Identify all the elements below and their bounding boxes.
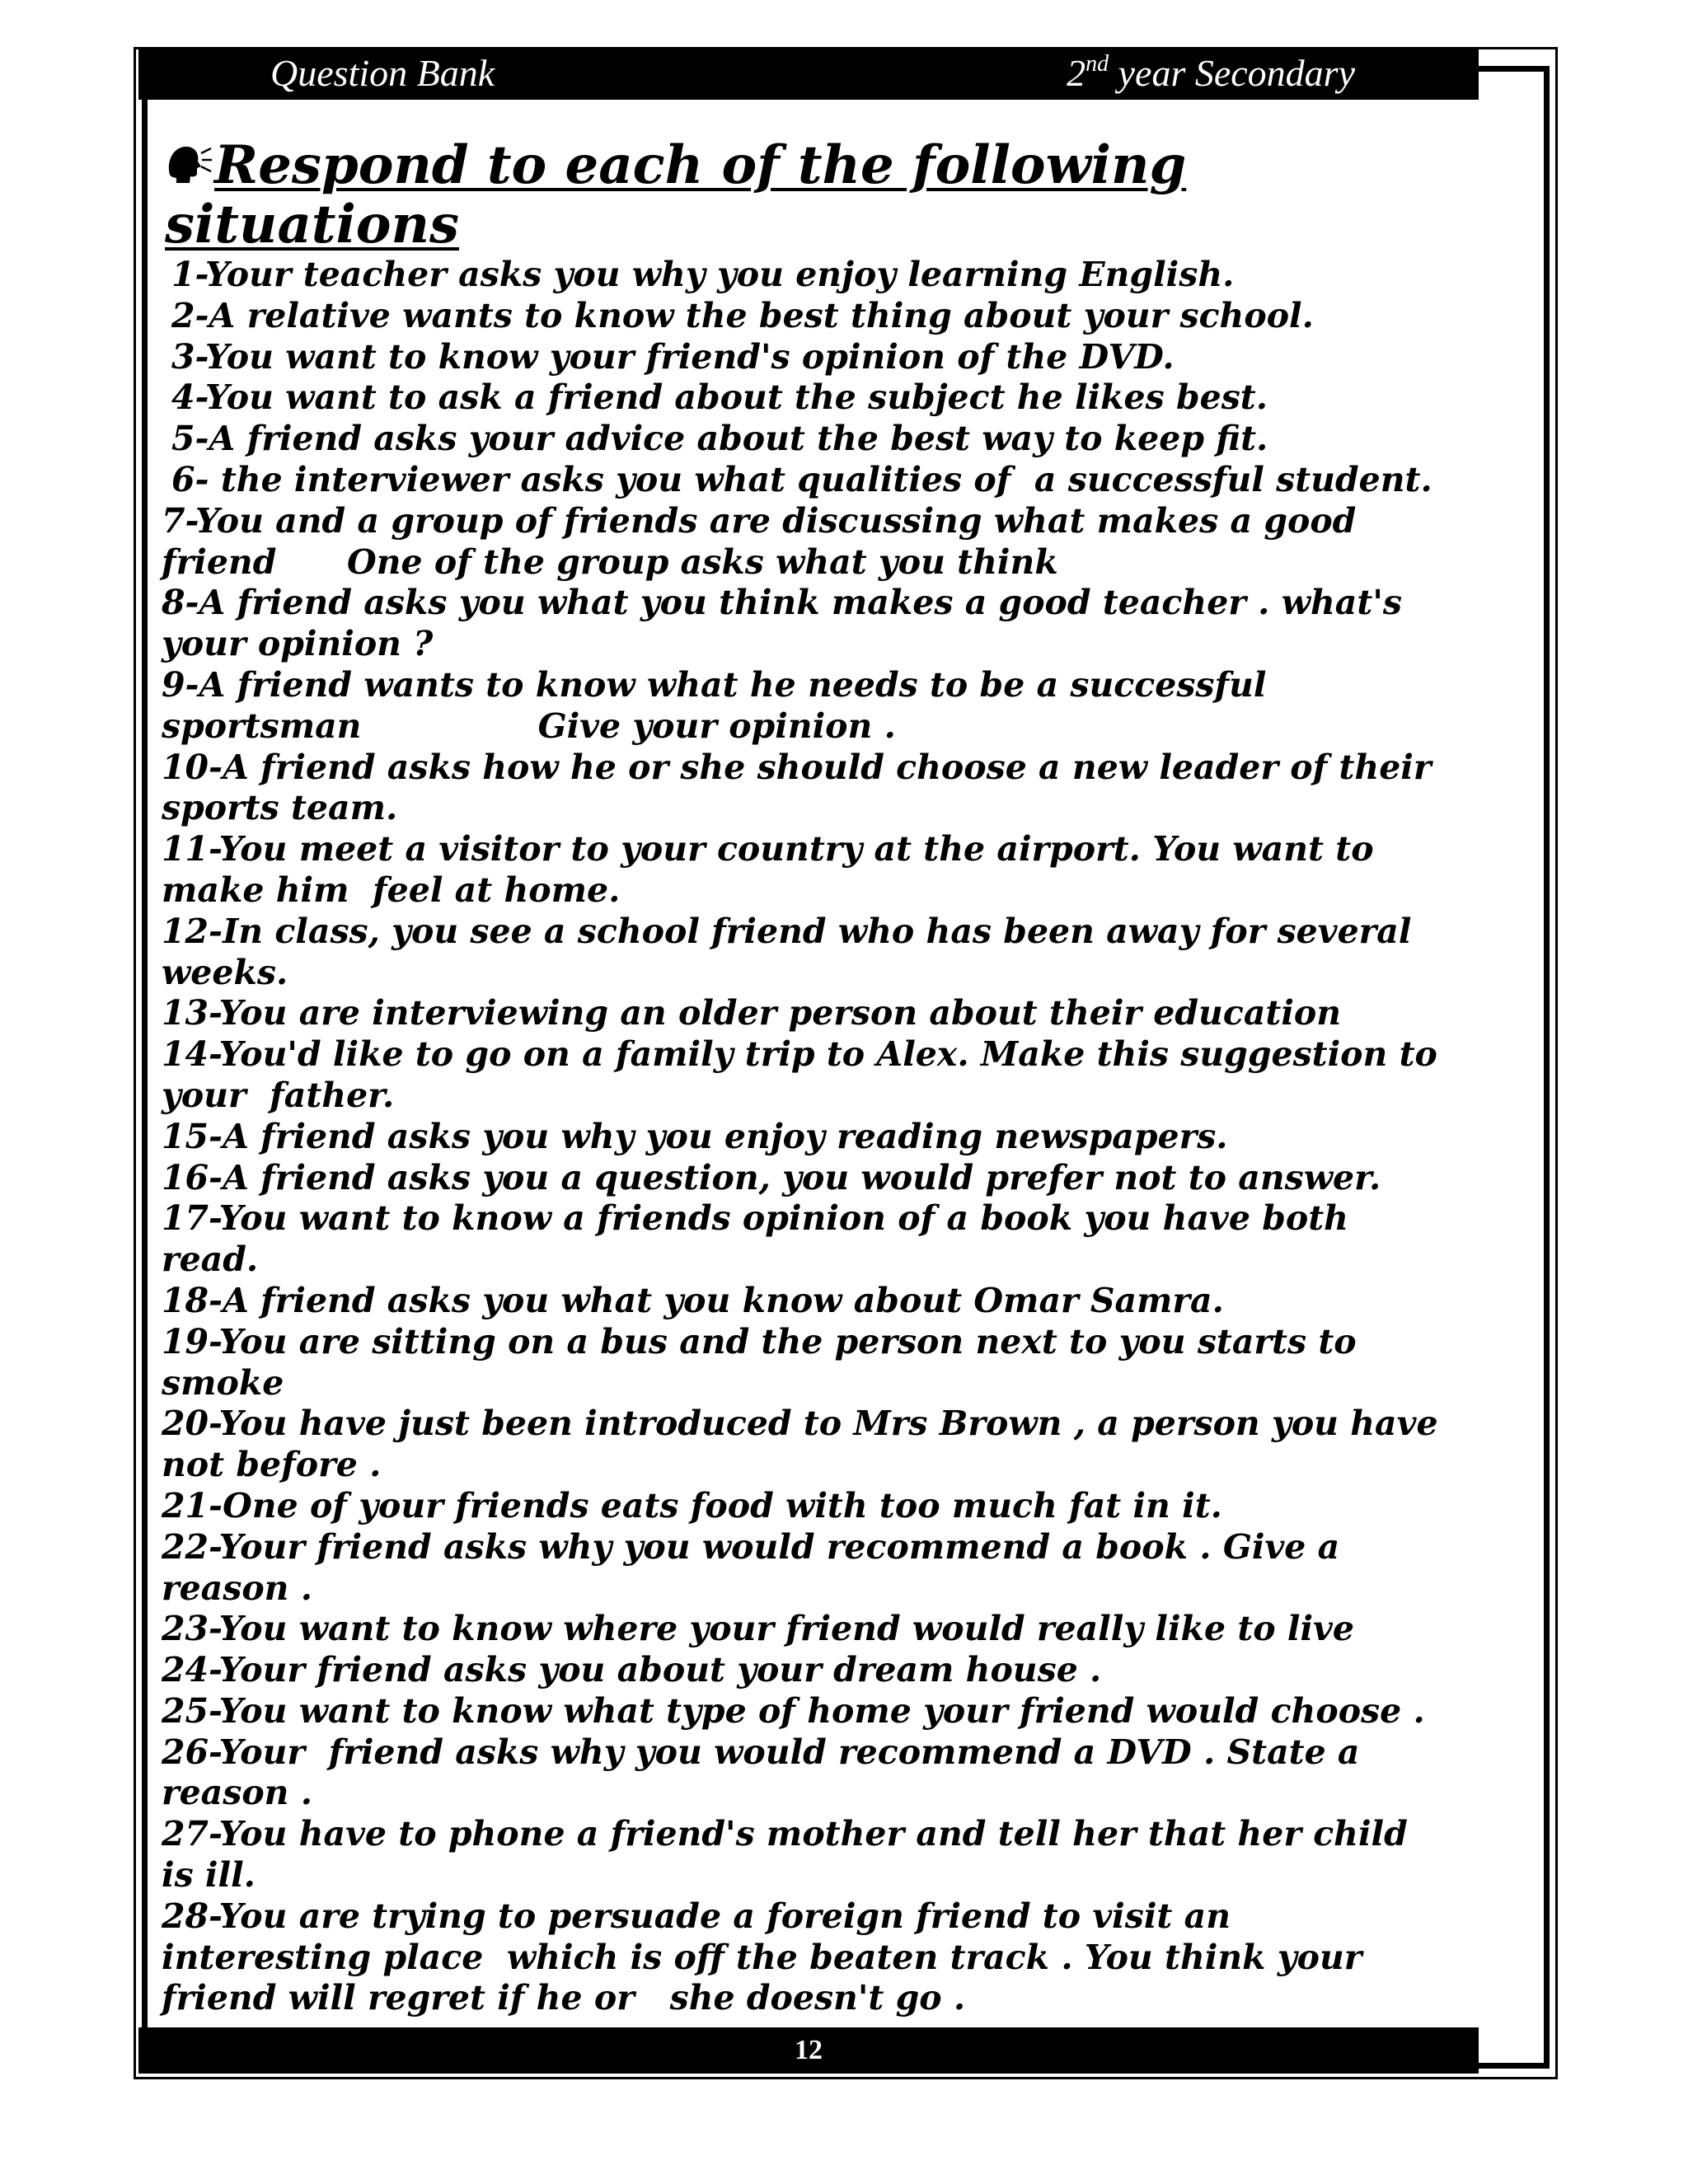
section-title: Respond to each of the following situations — [165, 134, 1187, 255]
list-item: 1-Your teacher asks you why you enjoy learning English. — [171, 255, 1235, 294]
list-item: 17-You want to know a friends opinion of a book you have both read. — [162, 1198, 1361, 1280]
header-grade-suffix: nd — [1085, 51, 1109, 77]
list-item: 7-You and a group of friends are discussing what makes a good friend One of the group asks what you think — [162, 500, 1368, 582]
list-item: 25-You want to know what type of home your friend would choose . — [162, 1690, 1425, 1731]
list-item: 19-You are sitting on a bus and the person next to you starts to smoke — [162, 1321, 1368, 1403]
list-item: 16-A friend asks you a question, you would prefer not to answer. — [162, 1157, 1381, 1197]
list-item: 15-A friend asks you why you enjoy reading newspapers. — [162, 1116, 1228, 1156]
list-item: 24-Your friend asks you about your dream house . — [162, 1650, 1102, 1690]
header-grade-number: 2 — [1067, 52, 1086, 94]
list-item: 22-Your friend asks why you would recommend a book . Give a reason . — [162, 1526, 1352, 1608]
list-item: 11-You meet a visitor to your country at the airport. You want to make him feel at home. — [162, 829, 1386, 910]
list-item: 23-You want to know where your friend would really like to live — [162, 1609, 1354, 1649]
list-item: 6- the interviewer asks you what qualities of a successful student. — [171, 459, 1432, 499]
list-item: 13-You are interviewing an older person about their education — [162, 993, 1342, 1033]
list-item: 21-One of your friends eats food with too much fat in it. — [162, 1485, 1222, 1526]
list-item: 28-You are trying to persuade a foreign friend to visit an interesting place which is off the beaten track . You think your friend will regret if he or she doesn't go . — [162, 1896, 1374, 2018]
page-number: 12 — [795, 2035, 823, 2065]
list-item: 12-In class, you see a school friend who has been away for several weeks. — [162, 911, 1423, 992]
list-item: 9-A friend wants to know what he needs to be a successful sportsman Give your opinion . — [162, 664, 1278, 746]
list-item: 26-Your friend asks why you would recommend a DVD . State a reason . — [162, 1732, 1372, 1813]
list-item: 5-A friend asks your advice about the best way to keep fit. — [171, 419, 1268, 459]
situations-list — [162, 255, 1450, 2019]
list-item: 4-You want to ask a friend about the subject he likes best. — [171, 377, 1268, 418]
list-item: 14-You'd like to go on a family trip to Alex. Make this suggestion to your father. — [162, 1034, 1450, 1115]
header-title: Question Bank — [270, 52, 495, 94]
list-item: 3-You want to know your friend's opinion of the DVD. — [171, 336, 1175, 377]
list-item: 2-A relative wants to know the best thing about your school. — [171, 295, 1314, 335]
header-bar — [138, 47, 1479, 100]
header-grade — [1067, 50, 1355, 96]
speaking-head-icon — [165, 141, 213, 187]
section-heading — [165, 136, 1451, 255]
header-grade-text: year Secondary — [1109, 52, 1355, 94]
list-item: 18-A friend asks you what you know about Omar Samra. — [162, 1280, 1224, 1320]
footer-bar — [138, 2027, 1479, 2074]
list-item: 27-You have to phone a friend's mother and tell her that her child is ill. — [162, 1814, 1420, 1896]
list-item: 8-A friend asks you what you think makes a good teacher . what's your opinion ? — [162, 583, 1414, 664]
list-item: 10-A friend asks how he or she should choose a new leader of their sports team. — [162, 747, 1443, 828]
list-item: 20-You have just been introduced to Mrs Brown , a person you have not before . — [162, 1404, 1450, 1485]
